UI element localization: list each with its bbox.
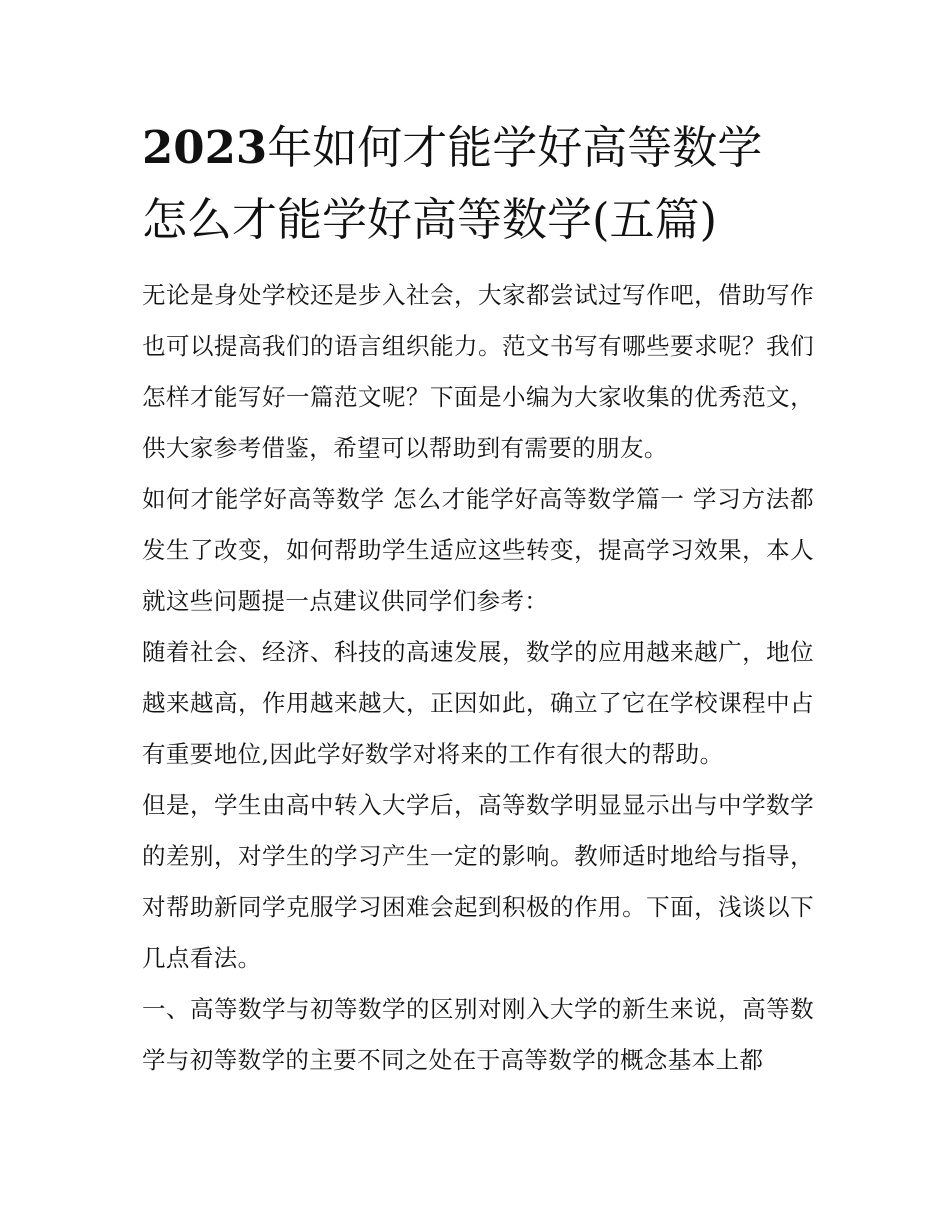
paragraph-intro: 无论是身处学校还是步入社会，大家都尝试过写作吧，借助写作也可以提高我们的语言组织能力。范文书写有哪些要求呢？我们怎样才能写好一篇范文呢？下面是小编为大家收集的优秀范文，供大家参考借鉴，希望可以帮助到有需要的朋友。 bbox=[142, 281, 814, 462]
document-title bbox=[142, 112, 814, 256]
paragraph-transition: 但是，学生由高中转入大学后，高等数学明显显示出与中学数学的差别，对学生的学习产生一定的影响。教师适时地给与指导，对帮助新同学克服学习困难会起到积极的作用。下面，浅谈以下几点看法。 bbox=[142, 791, 814, 972]
paragraph-background: 随着社会、经济、科技的高速发展，数学的应用越来越广，地位越来越高，作用越来越大，正因如此，确立了它在学校课程中占有重要地位,因此学好数学对将来的工作有很大的帮助。 bbox=[142, 638, 814, 768]
title-line-2: 怎么才能学好高等数学(五篇) bbox=[142, 193, 718, 246]
title-year: 2023 bbox=[142, 121, 268, 174]
paragraph-point-one: 一、高等数学与初等数学的区别对刚入大学的新生来说，高等数学与初等数学的主要不同之处在于高等数学的概念基本上都 bbox=[142, 995, 814, 1074]
title-line-1 bbox=[142, 112, 814, 184]
title-line-1-text: 年如何才能学好高等数学 bbox=[267, 121, 763, 174]
document-content bbox=[142, 112, 814, 1086]
document-body bbox=[142, 270, 814, 1086]
paragraph-section-heading: 如何才能学好高等数学 怎么才能学好高等数学篇一 学习方法都发生了改变，如何帮助学生适应这些转变，提高学习效果，本人就这些问题提一点建议供同学们参考： bbox=[142, 485, 814, 615]
